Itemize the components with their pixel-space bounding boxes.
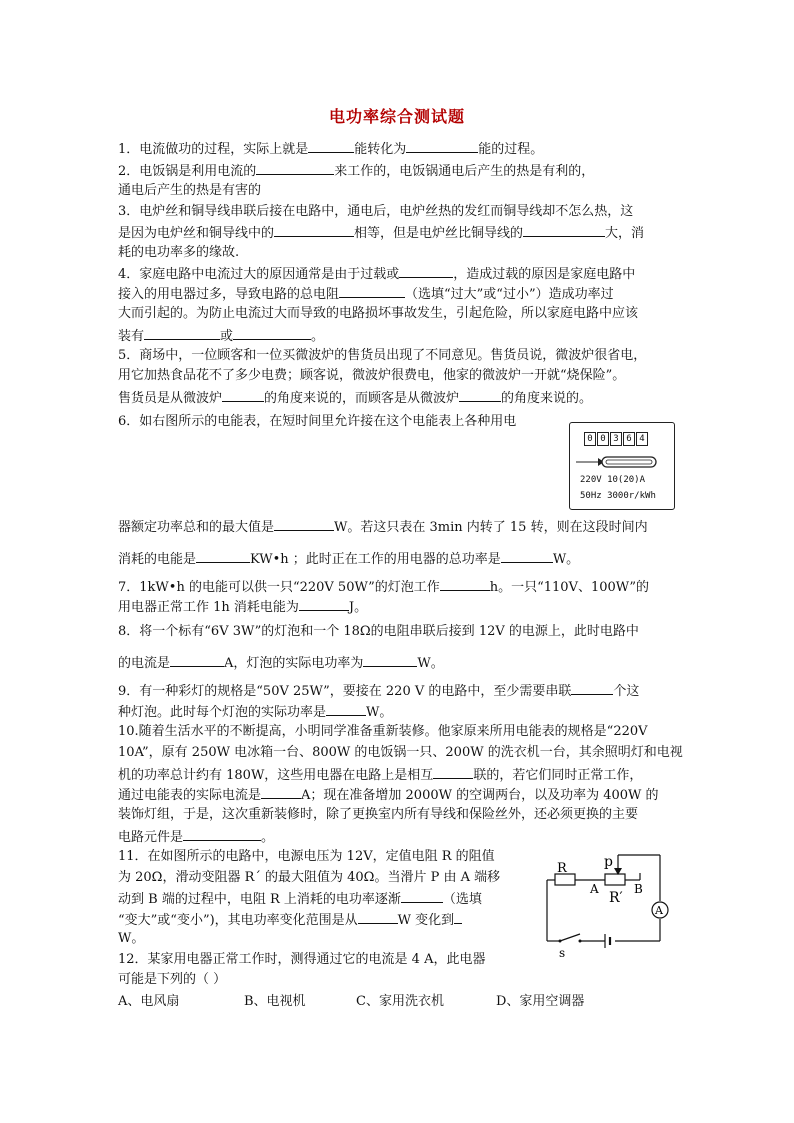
answer-blank[interactable]: [274, 222, 354, 237]
q6-text-a: 6．如右图所示的电能表，在短时间里允许接在这个电能表上各种用电: [118, 414, 517, 429]
q9-text-c: 种灯泡。此时每个灯泡的实际功率是: [118, 705, 327, 720]
question-5-line3: [118, 387, 592, 409]
q1-text-b: 能转化为: [354, 142, 407, 157]
rheostat-icon: [605, 874, 625, 885]
q5-text-a: 5．商场中，一位顾客和一位买微波炉的售货员出现了不同意见。售货员说，微波炉很省电，: [118, 348, 647, 363]
meter-digits: [584, 432, 649, 446]
answer-blank[interactable]: [170, 652, 224, 667]
q6-text-e: KW•h ；此时正在工作的用电器的总功率是: [250, 552, 501, 567]
q6-text-c: W。若这只表在 3min 内转了 15 转，则在这段时间内: [334, 520, 648, 535]
q2-text-b: 来工作的，电饭锅通电后产生的热是有利的，: [334, 164, 595, 179]
question-3-line2: [118, 222, 644, 244]
q5-text-b: 用它加热食品花不了多少电费；顾客说，微波炉很费电，他家的微波炉一开就“烧保险”。: [118, 368, 626, 383]
q10-text-i: 。: [261, 830, 275, 845]
q7-text-d: J。: [348, 600, 368, 615]
meter-rating-voltage: 220V 10(20)A: [580, 475, 646, 485]
q1-text-c: 能的过程。: [478, 142, 544, 157]
answer-blank[interactable]: [233, 325, 311, 340]
question-4-line2: [118, 283, 614, 305]
q11-text-c: 动到 B 端的过程中，电阻 R 上消耗的电功率逐渐: [118, 892, 401, 907]
q9-text-b: 个这: [613, 684, 640, 699]
question-6-line3: [118, 548, 579, 570]
option-a[interactable]: A、电风扇: [118, 994, 180, 1009]
q2-text-a: 2．电饭锅是利用电流的: [118, 164, 257, 179]
answer-blank[interactable]: [196, 548, 250, 563]
question-7-line1: [118, 576, 649, 598]
label-s: s: [559, 946, 566, 958]
q5-text-c: 售货员是从微波炉: [118, 391, 223, 406]
q4-text-f: 装有: [118, 329, 145, 344]
q10-text-g: 装饰灯组，于是，这次重新装修时，除了更换室内所有导线和保险丝外，还必须更换的主要: [118, 807, 639, 822]
question-6-line2: [118, 516, 648, 538]
answer-blank[interactable]: [433, 764, 473, 779]
q4-text-d: （选填“过大”或“过小”）造成功率过: [405, 287, 614, 302]
answer-blank[interactable]: [401, 888, 443, 903]
answer-blank[interactable]: [358, 909, 398, 924]
question-9-line1: [118, 680, 639, 702]
q5-text-e: 的角度来说的。: [501, 391, 593, 406]
circuit-diagram: [520, 848, 680, 958]
q12-text-b: 可能是下列的（ ）: [118, 972, 227, 987]
q6-text-d: 消耗的电能是: [118, 552, 197, 567]
q10-text-d: 联的，若它们同时正常工作，: [473, 768, 643, 783]
answer-blank[interactable]: [308, 138, 354, 153]
q5-text-d: 的角度来说的，而顾客是从微波炉: [264, 391, 460, 406]
q10-text-h: 电路元件是: [118, 830, 184, 845]
q6-text-b: 器额定功率总和的最大值是: [118, 520, 275, 535]
question-8-line2: [118, 652, 444, 674]
question-2: [118, 160, 594, 182]
label-ammeter: A: [655, 904, 663, 917]
q4-text-a: 4．家庭电路中电流过大的原因通常是由于过载或: [118, 267, 400, 282]
q11-text-g: W。: [118, 931, 145, 946]
answer-blank[interactable]: [183, 826, 261, 841]
question-10-line3: [118, 764, 642, 786]
q6-text-f: W。: [552, 552, 580, 567]
q8-text-a: 8．将一个标有“6V 3W”的灯泡和一个 18Ω的电阻串联后接到 12V 的电源上，此时电路中: [118, 624, 639, 639]
page-title: 电功率综合测试题: [328, 107, 465, 126]
answer-blank[interactable]: [326, 701, 366, 716]
meter-digit: 6: [623, 432, 635, 446]
q7-text-a: 7．1kW•h 的电能可以供一只“220V 50W”的灯泡工作: [118, 580, 440, 595]
q11-text-b: 为 20Ω，滑动变阻器 R´ 的最大阻值为 40Ω。当滑片 P 由 A 端移: [118, 870, 501, 885]
answer-blank[interactable]: [274, 516, 334, 531]
q3-text-c: 相等，但是电炉丝比铜导线的: [354, 226, 524, 241]
q11-text-e: “变大”或“变小”)，其电功率变化范围是从: [118, 913, 358, 928]
q7-text-c: 用电器正常工作 1h 消耗电能为: [118, 600, 299, 615]
q12-text-a: 12．某家用电器正常工作时，测得通过它的电流是 4 A，此电器: [118, 952, 486, 967]
label-p: p: [604, 854, 613, 870]
answer-blank[interactable]: [571, 680, 613, 695]
answer-blank[interactable]: [299, 596, 349, 611]
q3-text-b: 是因为电炉丝和铜导线中的: [118, 226, 275, 241]
meter-digit: 0: [584, 432, 596, 446]
q4-text-g: 或: [220, 329, 234, 344]
q4-text-h: 。: [311, 329, 325, 344]
q3-text-e: 耗的电功率多的缘故.: [118, 245, 240, 260]
q10-text-b: 10A”，原有 250W 电冰箱一台、800W 的电饭锅一只、200W 的洗衣机一台，其余照明灯和电视: [118, 745, 683, 760]
energy-meter-figure: [569, 422, 675, 510]
answer-blank[interactable]: [523, 222, 605, 237]
question-11-line3: [118, 888, 482, 910]
option-d[interactable]: D、家用空调器: [496, 994, 585, 1009]
option-c[interactable]: C、家用洗衣机: [356, 994, 444, 1009]
question-9-line2: [118, 701, 392, 723]
answer-blank[interactable]: [501, 548, 553, 563]
q3-text-d: 大，消: [605, 226, 645, 241]
q11-text-d: （选填: [442, 892, 482, 907]
q8-text-c: A，灯泡的实际电功率为: [224, 656, 364, 671]
label-b-end: B: [634, 882, 643, 896]
question-4-line1: [118, 263, 635, 285]
answer-blank[interactable]: [459, 387, 501, 402]
q7-text-b: h。一只“110V、100W”的: [489, 580, 650, 595]
answer-blank[interactable]: [399, 263, 453, 278]
answer-blank[interactable]: [454, 909, 462, 924]
q11-text-a: 11．在如图所示的电路中，电源电压为 12V，定值电阻 R 的阻值: [118, 849, 495, 864]
q11-text-f: W 变化到: [397, 913, 455, 928]
question-11-line4: [118, 909, 462, 931]
q9-text-a: 9．有一种彩灯的规格是“50V 25W”，要接在 220 V 的电路中，至少需要串联: [118, 684, 572, 699]
q10-text-e: 通过电能表的实际电流是: [118, 788, 262, 803]
option-b[interactable]: B、电视机: [244, 994, 306, 1009]
answer-blank[interactable]: [440, 576, 490, 591]
question-7-line2: [118, 596, 367, 618]
meter-digit: 4: [636, 432, 648, 446]
meter-rating-frequency: 50Hz 3000r/kWh: [580, 491, 656, 501]
answer-blank[interactable]: [144, 325, 220, 340]
label-r-prime: R′: [609, 890, 623, 906]
question-10-line6: [118, 826, 274, 848]
q8-text-d: W。: [417, 656, 444, 671]
q10-text-a: 10.随着生活水平的不断提高，小明同学准备重新装修。他家原来所用电能表的规格是“220V: [118, 724, 648, 739]
question-10-line4: [118, 784, 659, 806]
q10-text-c: 机的功率总计约有 180W，这些用电器在电路上是相互: [118, 768, 434, 783]
q10-text-f: A；现在准备增加 2000W 的空调两台，以及功率为 400W 的: [301, 788, 659, 803]
q4-text-b: ，造成过载的原因是家庭电路中: [453, 267, 636, 282]
battery-icon: [605, 934, 610, 948]
answer-blank[interactable]: [406, 138, 478, 153]
q1-text-a: 1．电流做功的过程，实际上就是: [118, 142, 309, 157]
question-1: [118, 138, 543, 160]
answer-blank[interactable]: [363, 652, 417, 667]
answer-blank[interactable]: [339, 283, 405, 298]
label-a-end: A: [590, 882, 599, 896]
answer-blank[interactable]: [261, 784, 301, 799]
q9-text-d: W。: [366, 705, 393, 720]
q2-text-c: 通电后产生的热是有害的: [118, 183, 262, 198]
meter-digit: 3: [610, 432, 622, 446]
meter-digit: 0: [597, 432, 609, 446]
label-r: R: [557, 861, 567, 876]
answer-blank[interactable]: [222, 387, 264, 402]
q3-text-a: 3．电炉丝和铜导线串联后接在电路中，通电后，电炉丝热的发红而铜导线却不怎么热，这: [118, 204, 634, 219]
q4-text-c: 接入的用电器过多，导致电路的总电阻: [118, 287, 340, 302]
question-4-line4: [118, 325, 324, 347]
q8-text-b: 的电流是: [118, 656, 171, 671]
q4-text-e: 大而引起的。为防止电流过大而导致的电路损坏事故发生，引起危险，所以家庭电路中应该: [118, 306, 639, 321]
answer-blank[interactable]: [256, 160, 334, 175]
